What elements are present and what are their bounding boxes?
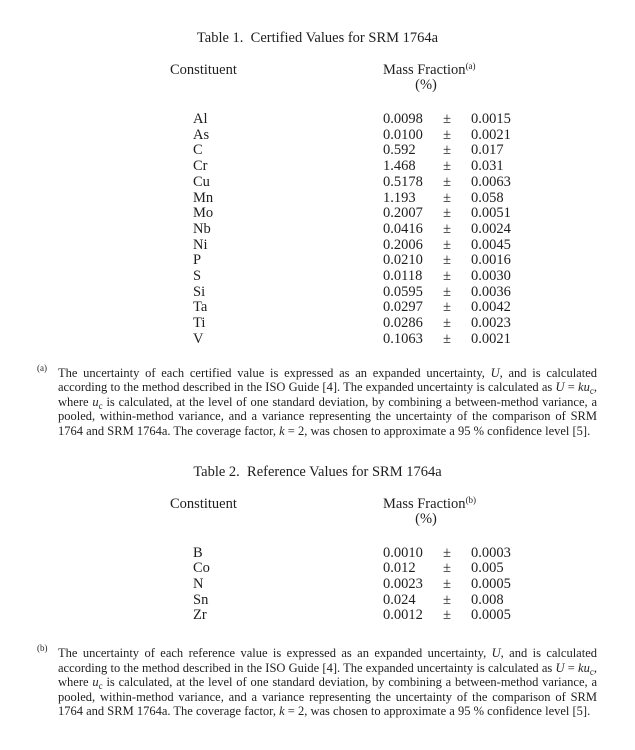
plus-minus-symbol: ± <box>443 111 451 127</box>
value-cell: 1.468 <box>383 158 416 175</box>
uncertainty-cell: 0.017 <box>471 142 504 159</box>
constituent-cell: Ta <box>193 299 208 316</box>
table2-rows <box>0 546 635 625</box>
table-row <box>0 269 635 285</box>
value-cell: 0.024 <box>383 591 416 608</box>
table1-rows <box>0 112 635 348</box>
table2-title: Table 2. Reference Values for SRM 1764a <box>193 463 442 480</box>
plus-minus-symbol: ± <box>443 220 451 237</box>
constituent-cell: Zr <box>193 607 207 624</box>
value-cell: 0.0023 <box>383 575 423 592</box>
plus-minus-symbol: ± <box>443 544 451 561</box>
table-row <box>0 593 635 609</box>
table-row <box>0 191 635 207</box>
plus-minus-symbol: ± <box>443 591 451 608</box>
constituent-cell: Al <box>193 111 208 127</box>
value-cell: 0.1063 <box>383 330 423 347</box>
table2-mass-fraction-header <box>383 494 635 512</box>
constituent-cell: Co <box>193 560 210 577</box>
uncertainty-cell: 0.0005 <box>471 575 511 592</box>
table-row <box>0 332 635 348</box>
value-cell: 0.0118 <box>383 268 423 285</box>
table1-title: Table 1. Certified Values for SRM 1764a <box>196 30 439 46</box>
constituent-cell: Mn <box>193 189 214 206</box>
uncertainty-cell: 0.0005 <box>471 607 511 624</box>
footnote-b-text: The uncertainty of each reference value is expressed as an expanded uncertainty, U, and is calculated according to the method described in the ISO Guide [4]. The expanded uncertainty is calculated as $U = ku_c$, where $u_c$ is calculated, at the level of one standard deviation, by combining a between-method variance, a pooled, within-method variance, and a variance representing the uncertainty of the comparison of SRM 1764 and SRM 1764a. The coverage factor, k = 2, was chosen to approximate a 95 % confidence level [5]. <box>58 646 597 719</box>
footnote-a-marker: (a) <box>37 362 47 373</box>
value-cell: 0.0012 <box>383 607 423 624</box>
table1-header-row <box>0 63 635 78</box>
table-row <box>0 285 635 301</box>
constituent-cell: N <box>193 575 204 592</box>
uncertainty-cell: 0.0024 <box>471 220 511 237</box>
value-cell: 0.0210 <box>383 252 423 269</box>
uncertainty-cell: 0.0023 <box>471 315 511 332</box>
plus-minus-symbol: ± <box>443 252 451 269</box>
table-row <box>0 112 635 128</box>
uncertainty-cell: 0.0030 <box>471 268 511 285</box>
footnote-a-reference-mark: (a) <box>465 61 476 71</box>
table-row <box>0 608 635 624</box>
plus-minus-symbol: ± <box>443 575 451 592</box>
uncertainty-cell: 0.0003 <box>471 544 511 561</box>
table-row <box>0 175 635 191</box>
constituent-cell: V <box>193 330 204 347</box>
value-cell: 0.0297 <box>383 299 423 316</box>
table-row <box>0 143 635 159</box>
footnote-a-text: The uncertainty of each certified value is expressed as an expanded uncertainty, U, and is calculated according to the method described in the ISO Guide [4]. The expanded uncertainty is calculated as $U = ku_c$, where $u_c$ is calculated, at the level of one standard deviation, by combining a between-method variance, a pooled, within-method variance, and a variance representing the uncertainty of the comparison of SRM 1764 and SRM 1764a. The coverage factor, k = 2, was chosen to approximate a 95 % confidence level [5]. <box>58 365 597 438</box>
table1-constituent-header: Constituent <box>170 62 237 78</box>
table2-header-row <box>0 494 635 512</box>
footnote-b-marker: (b) <box>37 643 48 654</box>
uncertainty-cell: 0.005 <box>471 560 504 577</box>
table-row <box>0 222 635 238</box>
constituent-cell: Sn <box>193 591 209 608</box>
uncertainty-cell: 0.0042 <box>471 299 511 316</box>
uncertainty-cell: 0.0063 <box>471 173 511 190</box>
plus-minus-symbol: ± <box>443 126 451 143</box>
table-row <box>0 159 635 175</box>
table1-mass-fraction-header <box>383 63 635 78</box>
plus-minus-symbol: ± <box>443 283 451 300</box>
table-row <box>0 316 635 332</box>
plus-minus-symbol: ± <box>443 315 451 332</box>
constituent-cell: Nb <box>193 220 211 237</box>
value-cell: 0.5178 <box>383 173 423 190</box>
table-row <box>0 253 635 269</box>
constituent-cell: Si <box>193 283 206 300</box>
uncertainty-cell: 0.0021 <box>471 126 511 143</box>
uncertainty-cell: 0.0016 <box>471 252 511 269</box>
value-cell: 0.0010 <box>383 544 423 561</box>
constituent-cell: Cu <box>193 173 210 190</box>
uncertainty-cell: 0.0045 <box>471 236 511 253</box>
uncertainty-cell: 0.0036 <box>471 283 511 300</box>
table-row <box>0 577 635 593</box>
table1-unit-label: (%) <box>415 77 437 93</box>
footnote-b-reference-mark: (b) <box>465 494 477 505</box>
uncertainty-cell: 0.0051 <box>471 205 511 222</box>
plus-minus-symbol: ± <box>443 189 451 206</box>
plus-minus-symbol: ± <box>443 330 451 347</box>
table-row <box>0 238 635 254</box>
plus-minus-symbol: ± <box>443 173 451 190</box>
uncertainty-cell: 0.031 <box>471 158 504 175</box>
constituent-cell: Ni <box>193 236 208 253</box>
footnote-b <box>37 643 597 719</box>
plus-minus-symbol: ± <box>443 299 451 316</box>
mass-fraction-label: Mass Fraction <box>383 495 466 512</box>
value-cell: 0.0286 <box>383 315 423 332</box>
table-row <box>0 561 635 577</box>
uncertainty-cell: 0.0015 <box>471 111 511 127</box>
table-row <box>0 128 635 144</box>
value-cell: 0.0098 <box>383 111 423 127</box>
uncertainty-cell: 0.058 <box>471 189 504 206</box>
plus-minus-symbol: ± <box>443 268 451 285</box>
plus-minus-symbol: ± <box>443 607 451 624</box>
table-row <box>0 206 635 222</box>
value-cell: 0.2006 <box>383 236 423 253</box>
plus-minus-symbol: ± <box>443 158 451 175</box>
uncertainty-cell: 0.008 <box>471 591 504 608</box>
uncertainty-cell: 0.0021 <box>471 330 511 347</box>
plus-minus-symbol: ± <box>443 560 451 577</box>
value-cell: 1.193 <box>383 189 416 206</box>
value-cell: 0.592 <box>383 142 416 159</box>
value-cell: 0.0100 <box>383 126 423 143</box>
constituent-cell: Ti <box>193 315 206 332</box>
value-cell: 0.0595 <box>383 283 423 300</box>
constituent-cell: Mo <box>193 205 214 222</box>
table-row <box>0 546 635 562</box>
table2-constituent-header: Constituent <box>170 495 237 512</box>
value-cell: 0.012 <box>383 560 416 577</box>
constituent-cell: As <box>193 126 210 143</box>
plus-minus-symbol: ± <box>443 236 451 253</box>
constituent-cell: Cr <box>193 158 208 175</box>
footnote-a <box>37 362 597 439</box>
table-row <box>0 300 635 316</box>
table2-unit-label: (%) <box>415 510 437 527</box>
constituent-cell: B <box>193 544 203 561</box>
constituent-cell: P <box>193 252 202 269</box>
constituent-cell: S <box>193 268 202 285</box>
plus-minus-symbol: ± <box>443 142 451 159</box>
mass-fraction-label: Mass Fraction <box>383 62 466 78</box>
plus-minus-symbol: ± <box>443 205 451 222</box>
constituent-cell: C <box>193 142 203 159</box>
value-cell: 0.2007 <box>383 205 423 222</box>
value-cell: 0.0416 <box>383 220 423 237</box>
